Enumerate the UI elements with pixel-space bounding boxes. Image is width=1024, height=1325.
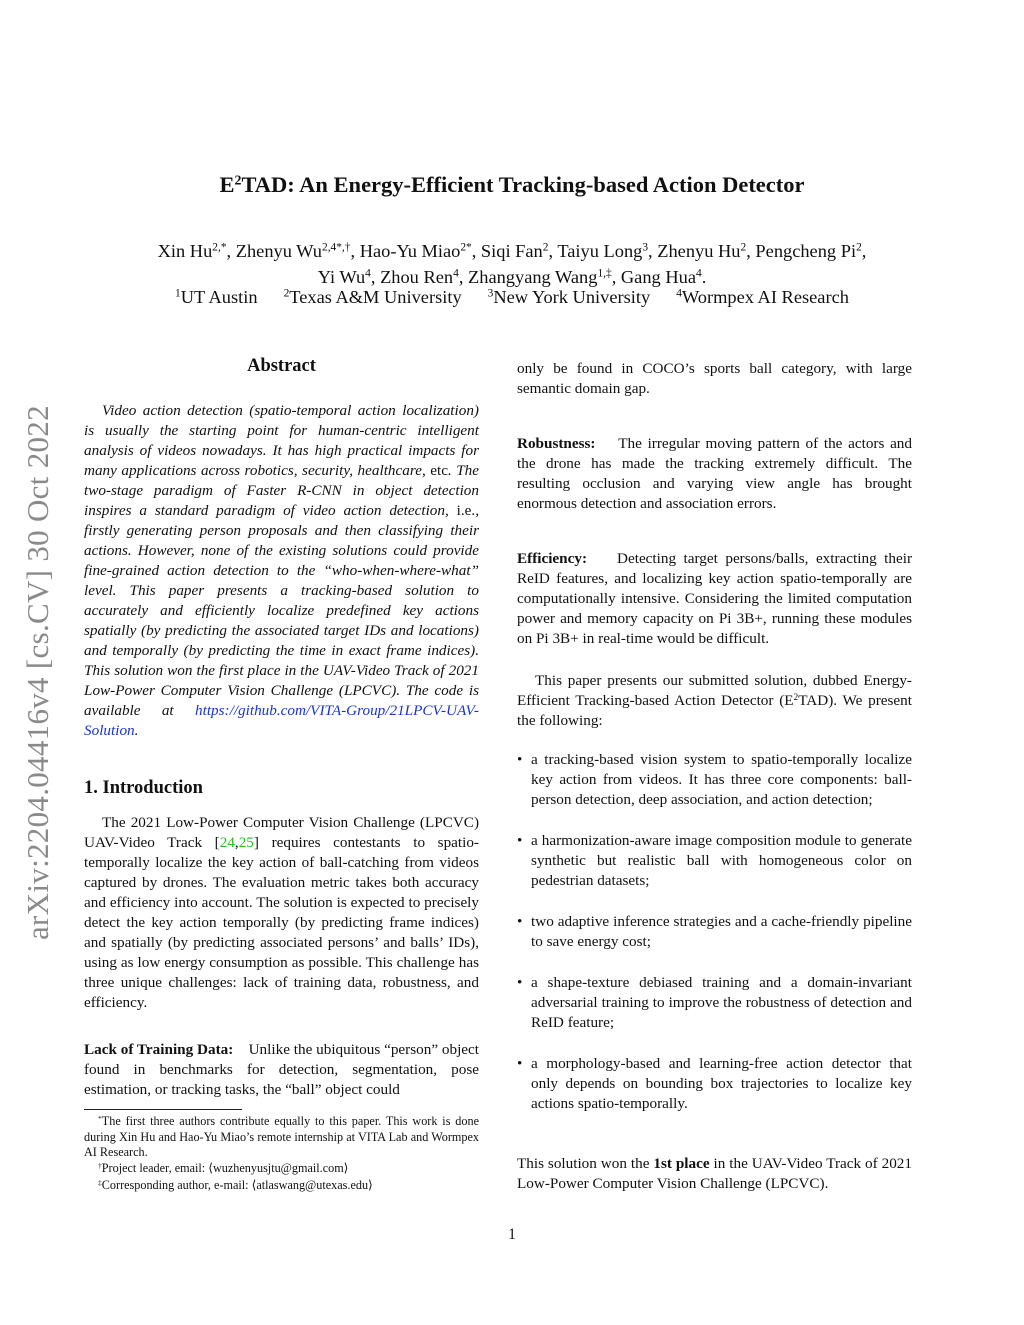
footnote	[84, 1114, 479, 1161]
author-line-1: Xin $Hu^{2,*}$, Zhenyu $Wu^{2,4*,\dagger}$, Hao-Yu Miao$^{2*}$, Siqi Fan$^2$, Taiyu Long$^3$, Zhenyu Hu$^2$, Pengcheng Pi$^2$,	[157, 241, 867, 261]
contribution-superscript: 2	[793, 692, 799, 703]
list-item	[517, 831, 912, 891]
author-mark: 2,*	[212, 241, 227, 254]
author-mark: 1,‡	[597, 267, 612, 280]
affiliation-number: 4	[676, 287, 682, 300]
affiliation-number: 2	[283, 287, 290, 300]
bullet-icon: •	[517, 832, 523, 849]
author-mark: 4	[695, 267, 702, 280]
author-mark: 2,4*,†	[322, 241, 351, 254]
contribution-text: TAD). We present the following:	[517, 692, 912, 729]
result-highlight: 1st place	[653, 1155, 710, 1172]
bullet-icon: •	[517, 1055, 523, 1072]
lack-of-data-paragraph	[84, 1040, 479, 1100]
affiliation-number: 3	[487, 287, 494, 300]
author-mark: 4	[453, 267, 459, 280]
footnote-text: Corresponding author, e-mail: ⟨atlaswang@utexas.edu⟩	[101, 1178, 373, 1192]
author-mark: 2	[740, 241, 747, 254]
abstract-end: .	[134, 722, 139, 739]
footnote	[84, 1161, 479, 1177]
abstract-text: , firstly generating person proposals and then classifying their actions. However, none of the existing solutions could provide fine-grained action detection to the “who-when-where-what” level. This paper presents a tracking-based solution to accurately and efficiently localize predefined key actions spatially (by predicting the associated target IDs and locations) and temporally (by predicting the time in exact frame indices). This solution won the first place in the UAV-Video Track of 2021 Low-Power Computer Vision Challenge (LPCVC). The code is available at	[84, 502, 479, 719]
title-rest: TAD: An Energy-Efficient Tracking-based Action Detector	[241, 172, 805, 197]
footnote-text: The first three authors contribute equally to this paper. This work is done during Xin Hu and Hao-Yu Miao’s remote internship at VITA Lab and Wormpex AI Research.	[84, 1114, 479, 1159]
efficiency-text: Detecting target persons/balls, extracting their ReID features, and localizing key action spatio-temporally are computationally intensive. Considering the limited computation power and memory capacity on Pi 3B+, running these modules on Pi 3B+ in real-time would be difficult.	[517, 550, 912, 647]
title-prefix: E	[219, 172, 235, 197]
footnote-rule	[84, 1109, 242, 1110]
author-line-2: Yi Wu$^4$, Zhou Ren$^4$, Zhangyang Wang$^{1,\ddagger}$, Gang Hua$^4$.	[317, 267, 707, 287]
bullet-icon: •	[517, 913, 523, 930]
citation-link[interactable]: 25	[238, 834, 254, 851]
list-item-text: two adaptive inference strategies and a cache-friendly pipeline to save energy cost;	[531, 913, 912, 950]
footnote-mark: ‡	[98, 1177, 102, 1187]
code-link[interactable]: https://github.com/VITA-Group/21LPCV-UAV-Solution	[84, 702, 479, 739]
arxiv-identifier: arXiv:2204.04416v4 [cs.CV] 30 Oct 2022	[20, 405, 55, 940]
abstract-text: . The two-stage paradigm of Faster R-CNN in object detection inspires a standard paradigm of video action detection,	[84, 462, 479, 519]
bullet-icon: •	[517, 751, 523, 768]
author-mark: 2	[856, 241, 862, 254]
robustness-heading: Robustness:	[517, 435, 596, 452]
contribution-intro	[517, 671, 912, 731]
result-text: This solution won the	[517, 1155, 654, 1172]
footnote-text: Project leader, email: ⟨wuzhenyusjtu@gmail.com⟩	[101, 1161, 349, 1175]
affiliation: Wormpex AI Research	[681, 287, 849, 307]
contribution-text: This paper presents our submitted solution, dubbed Energy-Efficient Tracking-based Action Detector (E	[517, 672, 912, 709]
citation-separator: ,	[234, 834, 239, 851]
page-number: 1	[508, 1226, 516, 1243]
list-item	[517, 1054, 912, 1114]
author: Zhou Ren	[380, 267, 454, 287]
abstract-heading: Abstract	[247, 356, 316, 376]
efficiency-heading: Efficiency:	[517, 550, 588, 567]
list-item-text: a harmonization-aware image composition module to generate synthetic but realistic ball with homogeneous color on pedestrian datasets;	[531, 832, 912, 889]
citation-link[interactable]: 24	[219, 834, 235, 851]
list-item-text: a shape-texture debiased training and a domain-invariant adversarial training to improve the robustness of detection and ReID feature;	[531, 974, 912, 1031]
title-superscript: 2	[234, 173, 242, 189]
robustness-paragraph	[517, 434, 912, 514]
robustness-text: The irregular moving pattern of the actors and the drone has made the tracking extremely difficult. The resulting occlusion and varying view angle has brought enormous detection and association errors.	[517, 435, 912, 512]
continued-paragraph: only be found in COCO’s sports ball category, with large semantic domain gap.	[517, 360, 912, 397]
author: Taiyu Long	[557, 241, 643, 261]
paper-title	[0, 172, 1024, 198]
lack-of-data-heading: Lack of Training Data:	[84, 1041, 234, 1058]
list-item	[517, 973, 912, 1033]
author: Xin Hu	[157, 241, 213, 261]
list-item	[517, 750, 912, 810]
intro-text: The 2021 Low-Power Computer Vision Challenge (LPCVC) UAV-Video Track [	[84, 814, 479, 851]
author: Zhangyang Wang	[468, 267, 598, 287]
result-paragraph	[517, 1154, 912, 1194]
affiliation-number: 1	[175, 287, 181, 300]
affiliation: UT Austin	[180, 287, 258, 307]
author-mark: 4	[365, 267, 371, 280]
affiliation: New York University	[493, 287, 651, 307]
affiliation: Texas A&M University	[289, 287, 462, 307]
list-item	[517, 912, 912, 952]
author-mark: 2	[542, 241, 549, 254]
abstract-body	[84, 401, 479, 741]
affiliations	[60, 287, 964, 308]
author: Zhenyu Hu	[657, 241, 741, 261]
author: Hao-Yu Miao	[359, 241, 461, 261]
footnote	[84, 1178, 479, 1194]
author-list	[60, 238, 964, 290]
author: Yi Wu	[317, 267, 366, 287]
lack-of-data-text: Unlike the ubiquitous “person” object found in benchmarks for detection, segmentation, pose estimation, or tracking tasks, the “ball” object could	[84, 1041, 479, 1098]
author: Siqi Fan	[480, 241, 543, 261]
section-heading-introduction: 1. Introduction	[84, 778, 203, 798]
abstract-ie: i.e.	[456, 502, 476, 519]
author-mark: 2*	[460, 241, 472, 254]
list-item-text: a tracking-based vision system to spatio-temporally localize key action from videos. It has three core components: ball-person detection, deep association, and action detection;	[531, 751, 912, 808]
footnote-mark: *	[98, 1113, 102, 1123]
result-text: in the UAV-Video Track of 2021 Low-Power Computer Vision Challenge (LPCVC).	[517, 1155, 912, 1192]
author: Pengcheng Pi	[755, 241, 857, 261]
efficiency-paragraph	[517, 549, 912, 649]
abstract-etc: etc	[430, 462, 448, 479]
abstract-text: Video action detection (spatio-temporal action localization) is usually the starting point for human-centric intelligent analysis of videos nowadays. It has high practical impacts for many applications across robotics, security, healthcare,	[84, 402, 479, 479]
author-mark: 3	[642, 241, 649, 254]
intro-paragraph	[84, 813, 479, 1013]
author: Gang Hua	[620, 267, 696, 287]
intro-text: ] requires contestants to spatio-temporally localize the key action of ball-catching from videos captured by drones. The evaluation metric takes both accuracy and efficiency into account. The solution is expected to precisely detect the key action temporally (by predicting frame indices) and spatially (by predicting associated persons’ and balls’ IDs), using as low energy consumption as possible. This challenge has three unique challenges: lack of training data, robustness, and efficiency.	[84, 834, 479, 1011]
list-item-text: a morphology-based and learning-free action detector that only depends on bounding box trajectories to localize key actions spatio-temporally.	[531, 1055, 912, 1112]
bullet-icon: •	[517, 974, 523, 991]
footnote-mark: †	[98, 1160, 102, 1170]
author: Zhenyu Wu	[235, 241, 322, 261]
contribution-list	[517, 750, 912, 1135]
